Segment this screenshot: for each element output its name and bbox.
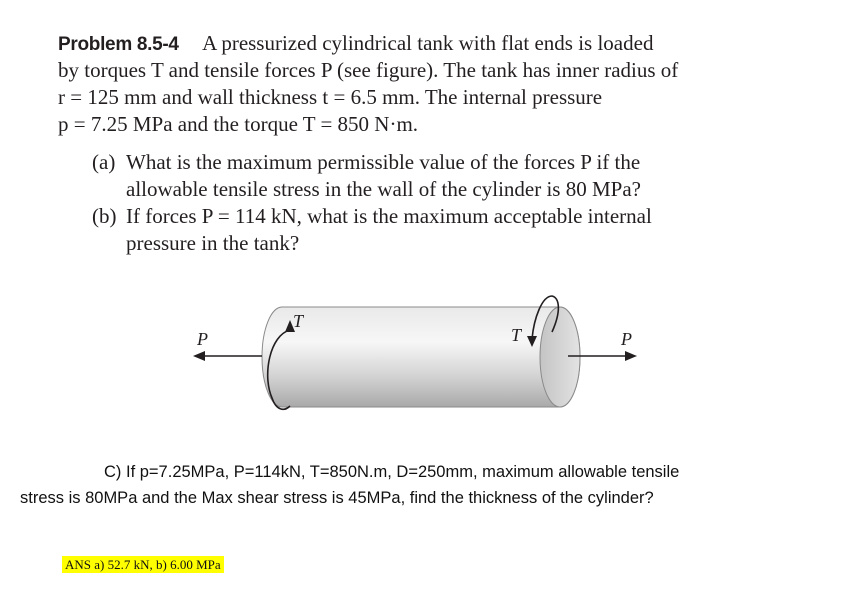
left-force-arrow — [193, 351, 262, 361]
part-a-text-1: What is the maximum permissible value of the forces P if the — [126, 150, 641, 174]
problem-title: Problem 8.5-4 — [58, 34, 179, 55]
part-c-line-1: C) If p=7.25MPa, P=114kN, T=850N.m, D=250mm, maximum allowable tensile — [104, 463, 680, 481]
label-t-left: T — [293, 311, 304, 331]
part-a-line-2: allowable tensile stress in the wall of the cylinder is 80 MPa? — [126, 177, 641, 201]
part-b-text-1: If forces P = 114 kN, what is the maximum acceptable internal — [126, 204, 652, 228]
problem-line-3: r = 125 mm and wall thickness t = 6.5 mm. The internal pressure — [58, 85, 603, 109]
part-c-line-2: stress is 80MPa and the Max shear stress is 45MPa, find the thickness of the cylinder? — [20, 489, 654, 507]
answer-text: ANS a) 52.7 kN, b) 6.00 MPa — [62, 556, 224, 573]
label-p-left: P — [197, 329, 208, 349]
cylinder — [262, 307, 580, 407]
part-b-tag: (b) — [92, 204, 117, 228]
problem-line-4: p = 7.25 MPa and the torque T = 850 N·m. — [58, 112, 419, 136]
answer-highlight — [62, 556, 224, 574]
part-b-line-2: pressure in the tank? — [126, 231, 300, 255]
label-p-right: P — [621, 329, 632, 349]
problem-text-1: A pressurized cylindrical tank with flat ends is loaded — [202, 31, 654, 55]
label-t-right: T — [511, 325, 522, 345]
problem-line-2: by torques T and tensile forces P (see figure). The tank has inner radius of — [58, 58, 679, 82]
part-a-tag: (a) — [92, 150, 116, 174]
